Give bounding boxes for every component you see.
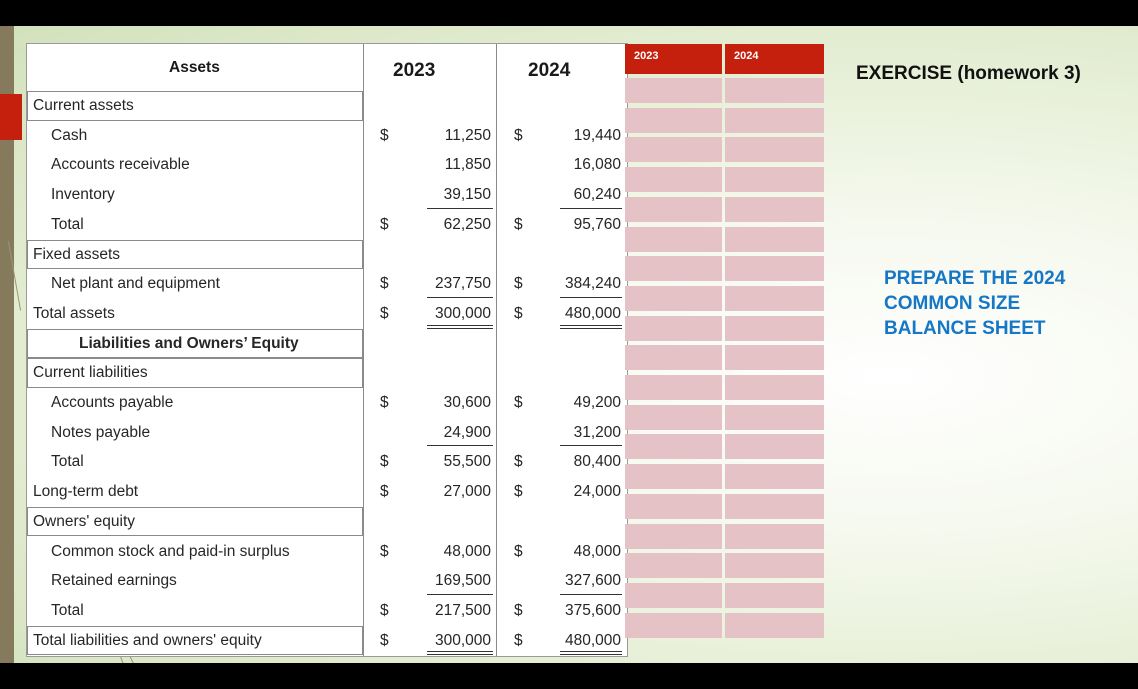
value-2023: 169,500	[434, 572, 491, 590]
subtotal-underline	[560, 297, 622, 298]
value-2023: 300,000	[434, 304, 491, 322]
dollar-sign-2023: $	[380, 483, 389, 501]
answer-cell-2024[interactable]	[725, 613, 824, 638]
answer-cell-2024[interactable]	[725, 256, 824, 281]
table-row	[27, 121, 627, 150]
answer-cell-2024[interactable]	[725, 553, 824, 578]
row-label: Total assets	[33, 304, 115, 322]
dollar-sign-2023: $	[380, 275, 389, 293]
section-box	[27, 329, 363, 359]
answer-cell-2024[interactable]	[725, 434, 824, 459]
value-2024: 327,600	[564, 572, 621, 590]
row-label: Fixed assets	[33, 245, 121, 263]
common-size-2023-label: 2023	[634, 50, 659, 62]
task-line: BALANCE SHEET	[884, 318, 1046, 339]
section-box	[27, 626, 363, 656]
answer-cell-2023[interactable]	[625, 434, 722, 459]
dollar-sign-2023: $	[380, 126, 389, 144]
dollar-sign-2023: $	[380, 631, 389, 649]
value-2024: 60,240	[573, 186, 621, 204]
exercise-title: EXERCISE (homework 3)	[856, 63, 1081, 84]
row-label: Liabilities and Owners’ Equity	[79, 334, 299, 352]
total-double-underline	[427, 651, 493, 655]
row-label: Current assets	[33, 97, 134, 114]
row-label: Common stock and paid-in surplus	[51, 542, 290, 560]
dollar-sign-2024: $	[514, 631, 523, 649]
dollar-sign-2024: $	[514, 542, 523, 560]
answer-cell-2023[interactable]	[625, 583, 722, 608]
value-2024: 16,080	[573, 156, 621, 174]
total-double-underline	[560, 651, 622, 655]
answer-cell-2023[interactable]	[625, 524, 722, 549]
value-2024: 31,200	[573, 423, 621, 441]
value-2023: 217,500	[434, 601, 491, 619]
value-2024: 95,760	[573, 215, 621, 233]
value-2023: 39,150	[443, 186, 491, 204]
value-2024: 375,600	[564, 601, 621, 619]
row-label: Total	[51, 215, 84, 233]
table-row	[27, 537, 627, 566]
dollar-sign-2023: $	[380, 542, 389, 560]
table-row	[27, 150, 627, 179]
answer-cell-2024[interactable]	[725, 167, 824, 192]
answer-cell-2023[interactable]	[625, 286, 722, 311]
value-2023: 30,600	[443, 394, 491, 411]
dollar-sign-2023: $	[380, 453, 389, 471]
red-accent-mark	[0, 94, 22, 140]
answer-cell-2023[interactable]	[625, 78, 722, 103]
answer-cell-2023[interactable]	[625, 375, 722, 400]
table-row	[27, 269, 627, 298]
slide	[0, 26, 1138, 663]
table-row	[27, 210, 627, 239]
answer-cell-2024[interactable]	[725, 286, 824, 311]
task-line: COMMON SIZE	[884, 293, 1021, 314]
table-row	[27, 477, 627, 506]
answer-cell-2023[interactable]	[625, 345, 722, 370]
answer-cell-2024[interactable]	[725, 464, 824, 489]
row-label: Total liabilities and owners' equity	[33, 631, 262, 649]
dollar-sign-2024: $	[514, 215, 523, 233]
subtotal-underline	[427, 297, 493, 298]
table-row	[27, 447, 627, 476]
value-2024: 24,000	[573, 483, 621, 501]
answer-cell-2023[interactable]	[625, 197, 722, 222]
row-label: Long-term debt	[33, 483, 139, 501]
subtotal-underline	[427, 208, 493, 209]
value-2023: 300,000	[434, 631, 491, 649]
value-2023: 11,250	[444, 126, 491, 144]
section-box	[27, 240, 363, 270]
answer-cell-2023[interactable]	[625, 553, 722, 578]
table-row	[27, 180, 627, 209]
section-box	[27, 507, 363, 537]
total-double-underline	[427, 325, 493, 329]
answer-cell-2024[interactable]	[725, 345, 824, 370]
answer-cell-2023[interactable]	[625, 405, 722, 430]
subtotal-underline	[560, 445, 622, 446]
value-2024: 480,000	[564, 304, 621, 322]
answer-cell-2024[interactable]	[725, 405, 824, 430]
common-size-2024-header	[725, 44, 824, 74]
row-label: Current liabilities	[33, 364, 148, 382]
year-2024-header: 2024	[528, 60, 571, 81]
subtotal-underline	[560, 208, 622, 209]
table-row	[27, 388, 627, 417]
balance-sheet-table	[26, 43, 628, 657]
dollar-sign-2023: $	[380, 304, 389, 322]
table-row	[27, 566, 627, 595]
answer-cell-2023[interactable]	[625, 108, 722, 133]
answer-cell-2024[interactable]	[725, 137, 824, 162]
answer-cell-2023[interactable]	[625, 613, 722, 638]
common-size-2023-header	[625, 44, 722, 74]
assets-header: Assets	[169, 59, 220, 76]
row-label: Net plant and equipment	[51, 275, 220, 293]
value-2023: 237,750	[434, 275, 491, 293]
answer-cell-2024[interactable]	[725, 78, 824, 103]
value-2023: 27,000	[443, 483, 491, 501]
row-label: Inventory	[51, 186, 115, 204]
task-instructions	[884, 266, 1065, 341]
task-line: PREPARE THE 2024	[884, 268, 1066, 289]
value-2023: 24,900	[443, 423, 491, 441]
value-2024: 48,000	[573, 542, 621, 560]
common-size-2024-label: 2024	[734, 50, 759, 62]
year-2023-header: 2023	[393, 60, 436, 81]
dollar-sign-2024: $	[514, 483, 523, 501]
value-2024: 384,240	[564, 275, 621, 293]
row-label: Total	[51, 453, 84, 471]
answer-cell-2024[interactable]	[725, 197, 824, 222]
row-label: Retained earnings	[51, 572, 177, 590]
row-label: Accounts receivable	[51, 156, 190, 174]
dollar-sign-2023: $	[380, 394, 389, 411]
answer-cell-2023[interactable]	[625, 464, 722, 489]
table-row	[27, 299, 627, 328]
value-2023: 62,250	[443, 215, 491, 233]
dollar-sign-2024: $	[514, 453, 523, 471]
row-label: Owners' equity	[33, 512, 136, 530]
dollar-sign-2024: $	[514, 601, 523, 619]
answer-cell-2023[interactable]	[625, 494, 722, 519]
dollar-sign-2024: $	[514, 126, 523, 144]
table-row	[27, 418, 627, 447]
dollar-sign-2024: $	[514, 304, 523, 322]
answer-cell-2023[interactable]	[625, 316, 722, 341]
row-label: Notes payable	[51, 423, 151, 441]
subtotal-underline	[427, 445, 493, 446]
value-2023: 11,850	[444, 156, 491, 174]
answer-cell-2023[interactable]	[625, 227, 722, 252]
dollar-sign-2024: $	[514, 394, 523, 411]
section-box	[27, 358, 363, 388]
answer-cell-2024[interactable]	[725, 524, 824, 549]
table-row	[27, 596, 627, 625]
dollar-sign-2024: $	[514, 275, 523, 293]
answer-cell-2024[interactable]	[725, 108, 824, 133]
value-2024: 80,400	[573, 453, 621, 471]
answer-cell-2024[interactable]	[725, 583, 824, 608]
row-label: Cash	[51, 126, 88, 144]
dollar-sign-2023: $	[380, 215, 389, 233]
answer-cell-2024[interactable]	[725, 227, 824, 252]
value-2023: 48,000	[443, 542, 491, 560]
value-2023: 55,500	[443, 453, 491, 471]
answer-cell-2024[interactable]	[725, 375, 824, 400]
subtotal-underline	[427, 594, 493, 595]
dollar-sign-2023: $	[380, 601, 389, 619]
value-2024: 480,000	[564, 631, 621, 649]
total-double-underline	[560, 325, 622, 329]
answer-cell-2024[interactable]	[725, 494, 824, 519]
answer-cell-2023[interactable]	[625, 256, 722, 281]
answer-cell-2023[interactable]	[625, 167, 722, 192]
row-label: Total	[51, 601, 84, 619]
answer-cell-2024[interactable]	[725, 316, 824, 341]
subtotal-underline	[560, 594, 622, 595]
value-2024: 49,200	[573, 394, 621, 411]
section-box	[27, 91, 363, 121]
row-label: Accounts payable	[51, 394, 174, 411]
answer-cell-2023[interactable]	[625, 137, 722, 162]
value-2024: 19,440	[573, 126, 621, 144]
